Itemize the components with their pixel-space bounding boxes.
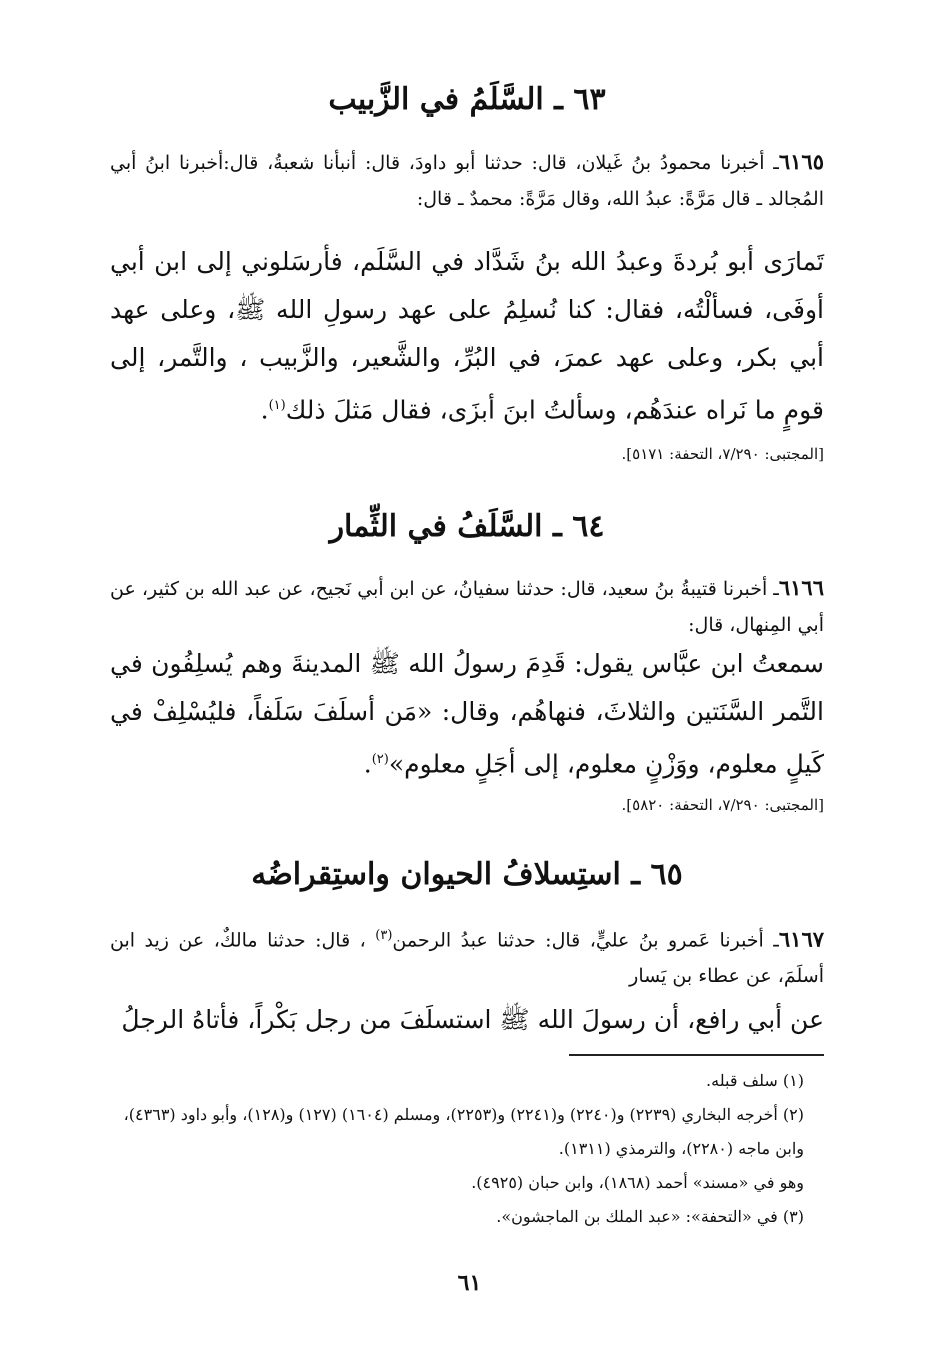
hadith-matn [110,238,824,434]
matn-text: عن أبي رافع، أن رسولَ الله ﷺ استسلَفَ من رجل بَكْراً، فأتاهُ الرجلُ [121,1005,824,1034]
isnad-text: ـ أخبرنا عَمرو بنُ عليٍّ، قال: حدثنا عبدُ الرحمن [392,929,779,952]
hadith-number: ٦١٦٥ [778,149,824,174]
footnote-marker: (١) [268,398,286,413]
matn-end: . [260,395,269,425]
isnad-text: ـ أخبرنا محمودُ بنُ غَيلان، قال: حدثنا أبو داودَ، قال: أنبأنا شعبةُ، قال:أخبرنا ابنُ أبي المُجالد ـ قال مَرَّةً: عبدُ الله، وقال مَرَّةً: محمدٌ ـ قال: [110,152,824,210]
hadith-isnad [110,918,824,994]
section-title: ٦٥ ـ استِسلافُ الحيوان واستِقراضُه [251,857,683,892]
footnote-2: (٢) أخرجه البخاري (٢٢٣٩) و(٢٢٤٠) و(٢٢٤١) و(٢٢٥٣)، ومسلم (١٦٠٤) (١٢٧) و(١٢٨)، وأبو داود (٤٣٦٣)، وابن ماجه (٢٢٨٠)، والترمذي (١٣١١). [123,1105,804,1158]
matn-end: . [363,749,372,779]
footnote-marker: (٣) [375,928,393,943]
hadith-reference: [المجتبى: ٧/٢٩٠، التحفة: ٥١٧١]. [621,445,824,463]
hadith-number: ٦١٦٦ [778,575,824,600]
footnote-separator [569,1054,824,1056]
section-title: ٦٣ ـ السَّلَمُ في الزَّبيب [328,82,606,117]
isnad-text: ـ أخبرنا قتيبةُ بنُ سعيد، قال: حدثنا سفيانُ، عن ابن أبي نَجيح، عن عبد الله بن كثير، عن أبي المِنهال، قال: [110,578,824,636]
hadith-matn [110,996,824,1044]
page-number: ٦١ [457,1270,482,1296]
hadith-matn [110,640,824,788]
isnad-text: ، قال: حدثنا مالكٌ، عن زيد ابن أسلَمَ، عن عطاء بن يَسار [110,929,824,988]
hadith-number: ٦١٦٧ [778,926,825,952]
footnote-1: (١) سلف قبله. [706,1071,804,1090]
footnote-2-cont: وهو في «مسند» أحمد (١٨٦٨)، وابن حبان (٤٩٢٥). [471,1173,804,1192]
footnote-3: (٣) في «التحفة»: «عبد الملك بن الماجشون». [496,1207,804,1226]
hadith-isnad [110,570,824,643]
footnotes [110,1064,824,1234]
matn-text: تَمارَى أبو بُردةَ وعبدُ الله بنُ شَدَّاد في السَّلَم، فأرسَلوني إلى ابن أبي أوفَى، فسألْتُه، فقال: كنا نُسلِمُ على عهد رسولِ الله ﷺ، وعلى عهد أبي بكر، وعلى عهد عمرَ، في البُرِّ، والشَّعير، والزَّبيب ، والتَّمر، إلى قومٍ ما نَراه عندَهُم، وسألتُ ابنَ أبزَى، فقال مَثلَ ذلك [110,247,824,425]
hadith-isnad [110,144,824,217]
matn-text: سمعتُ ابن عبَّاس يقول: قَدِمَ رسولُ الله ﷺ المدينةَ وهم يُسلِفُون في التَّمر السَّنَتين والثلاثَ، فنهاهُم، وقال: «مَن أسلَفَ سَلَفاً، فليُسْلِفْ في كَيلٍ معلوم، ووَزْنٍ معلوم، إلى أجَلٍ معلوم» [110,649,824,779]
footnote-marker: (٢) [371,752,389,767]
section-title: ٦٤ ـ السَّلَفُ في الثِّمار [329,509,605,544]
hadith-reference: [المجتبى: ٧/٢٩٠، التحفة: ٥٨٢٠]. [621,796,824,814]
